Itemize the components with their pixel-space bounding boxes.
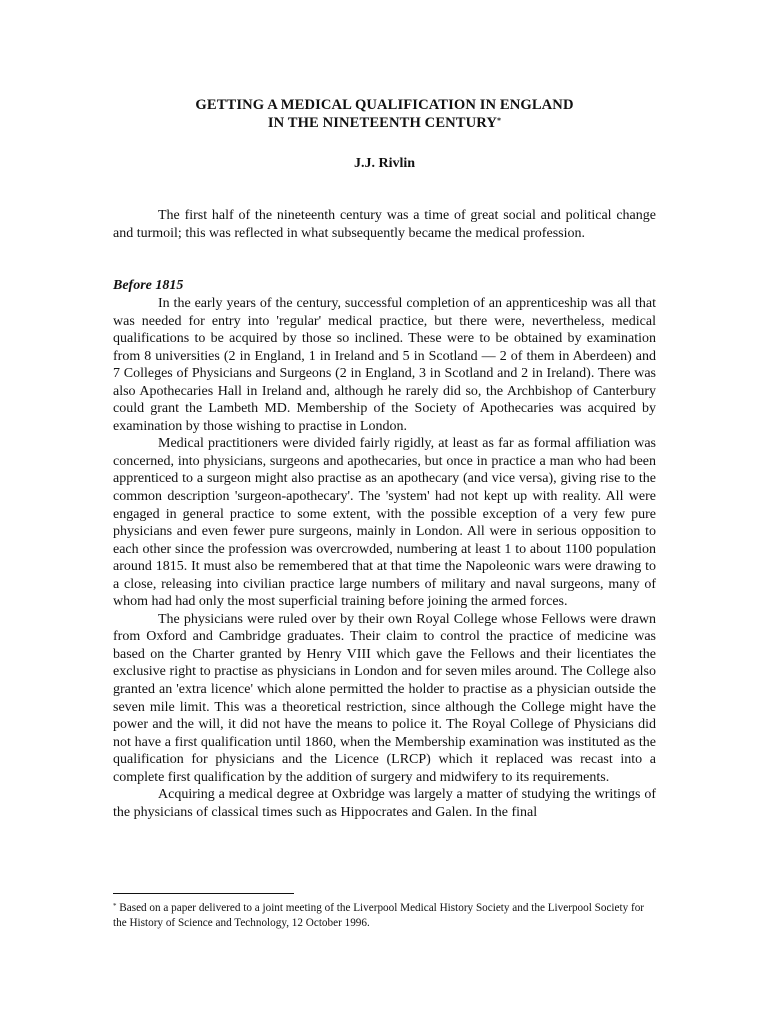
body-paragraph-2: Medical practitioners were divided fairly rigidly, at least as far as formal affiliation was concerned, into physicians, surgeons and apothecaries, but once in practice a man who had been apprenticed to a surgeon might also practise as an apothecary (and vice versa), giving rise to the common description 'surgeon-apothecary'. The 'system' had not kept up with reality. All were engaged in general practice to some extent, with the possible exception of a very few pure physicians and even fewer pure surgeons, mainly in London. All were in serious opposition to each other since the profession was overcrowded, numbering at least 1 to about 1100 population around 1815. It must also be remembered that at that time the Napoleonic wars were drawing to a close, releasing into civilian practice large numbers of military and naval surgeons, many of whom had had only the most superficial training before joining the armed forces. bbox=[113, 436, 656, 610]
title-line-2 bbox=[113, 114, 656, 132]
section-heading: Before 1815 bbox=[113, 278, 184, 293]
footnote-marker: * bbox=[113, 902, 117, 910]
intro-block bbox=[113, 207, 656, 242]
article-title bbox=[113, 96, 656, 132]
intro-paragraph: The first half of the nineteenth century was a time of great social and political change and turmoil; this was reflected in what subsequently became the medical profession. bbox=[113, 208, 656, 241]
section-body bbox=[113, 295, 656, 821]
title-line-2-text: IN THE NINETEENTH CENTURY bbox=[267, 115, 498, 131]
footnote-text: Based on a paper delivered to a joint meeting of the Liverpool Medical History Society and the Liverpool Society for the History of Science and Technology, 12 October 1996. bbox=[113, 902, 645, 929]
author-name: J.J. Rivlin bbox=[353, 156, 416, 171]
body-paragraph-1: In the early years of the century, successful completion of an apprenticeship was all that was needed for entry into 'regular' medical practice, but there were, nevertheless, medical qualifications to be acquired by those so inclined. These were to be obtained by examination from 8 universities (2 in England, 1 in Ireland and 5 in Scotland — 2 of them in Aberdeen) and 7 Colleges of Physicians and Surgeons (2 in England, 3 in Scotland and 2 in Ireland). There was also Apothecaries Hall in Ireland and, although he rarely did so, the Archbishop of Canterbury could grant the Lambeth MD. Membership of the Society of Apothecaries was acquired by examination by those wishing to practise in London. bbox=[113, 296, 656, 434]
footnote-divider bbox=[113, 893, 294, 894]
title-line-1: GETTING A MEDICAL QUALIFICATION IN ENGLAND bbox=[195, 97, 574, 113]
footnote bbox=[113, 901, 656, 931]
body-paragraph-3: The physicians were ruled over by their own Royal College whose Fellows were drawn from Oxford and Cambridge graduates. Their claim to control the practice of medicine was based on the Charter granted by Henry VIII which gave the Fellows and their licentiates the exclusive right to practise as physicians in London and for seven miles around. The College also granted an 'extra licence' which alone permitted the holder to practise as a physician outside the seven mile limit. This was a theoretical restriction, since although the College might have the power and the will, it did not have the means to police it. The Royal College of Physicians did not have a first qualification until 1860, when the Membership examination was instituted as the qualification for physicians and the Licence (LRCP) which it replaced was recast into a complete first qualification by the addition of surgery and midwifery to its requirements. bbox=[113, 611, 656, 785]
body-paragraph-4: Acquiring a medical degree at Oxbridge was largely a matter of studying the writings of the physicians of classical times such as Hippocrates and Galen. In the final bbox=[113, 787, 656, 820]
title-footnote-marker: * bbox=[497, 116, 502, 125]
